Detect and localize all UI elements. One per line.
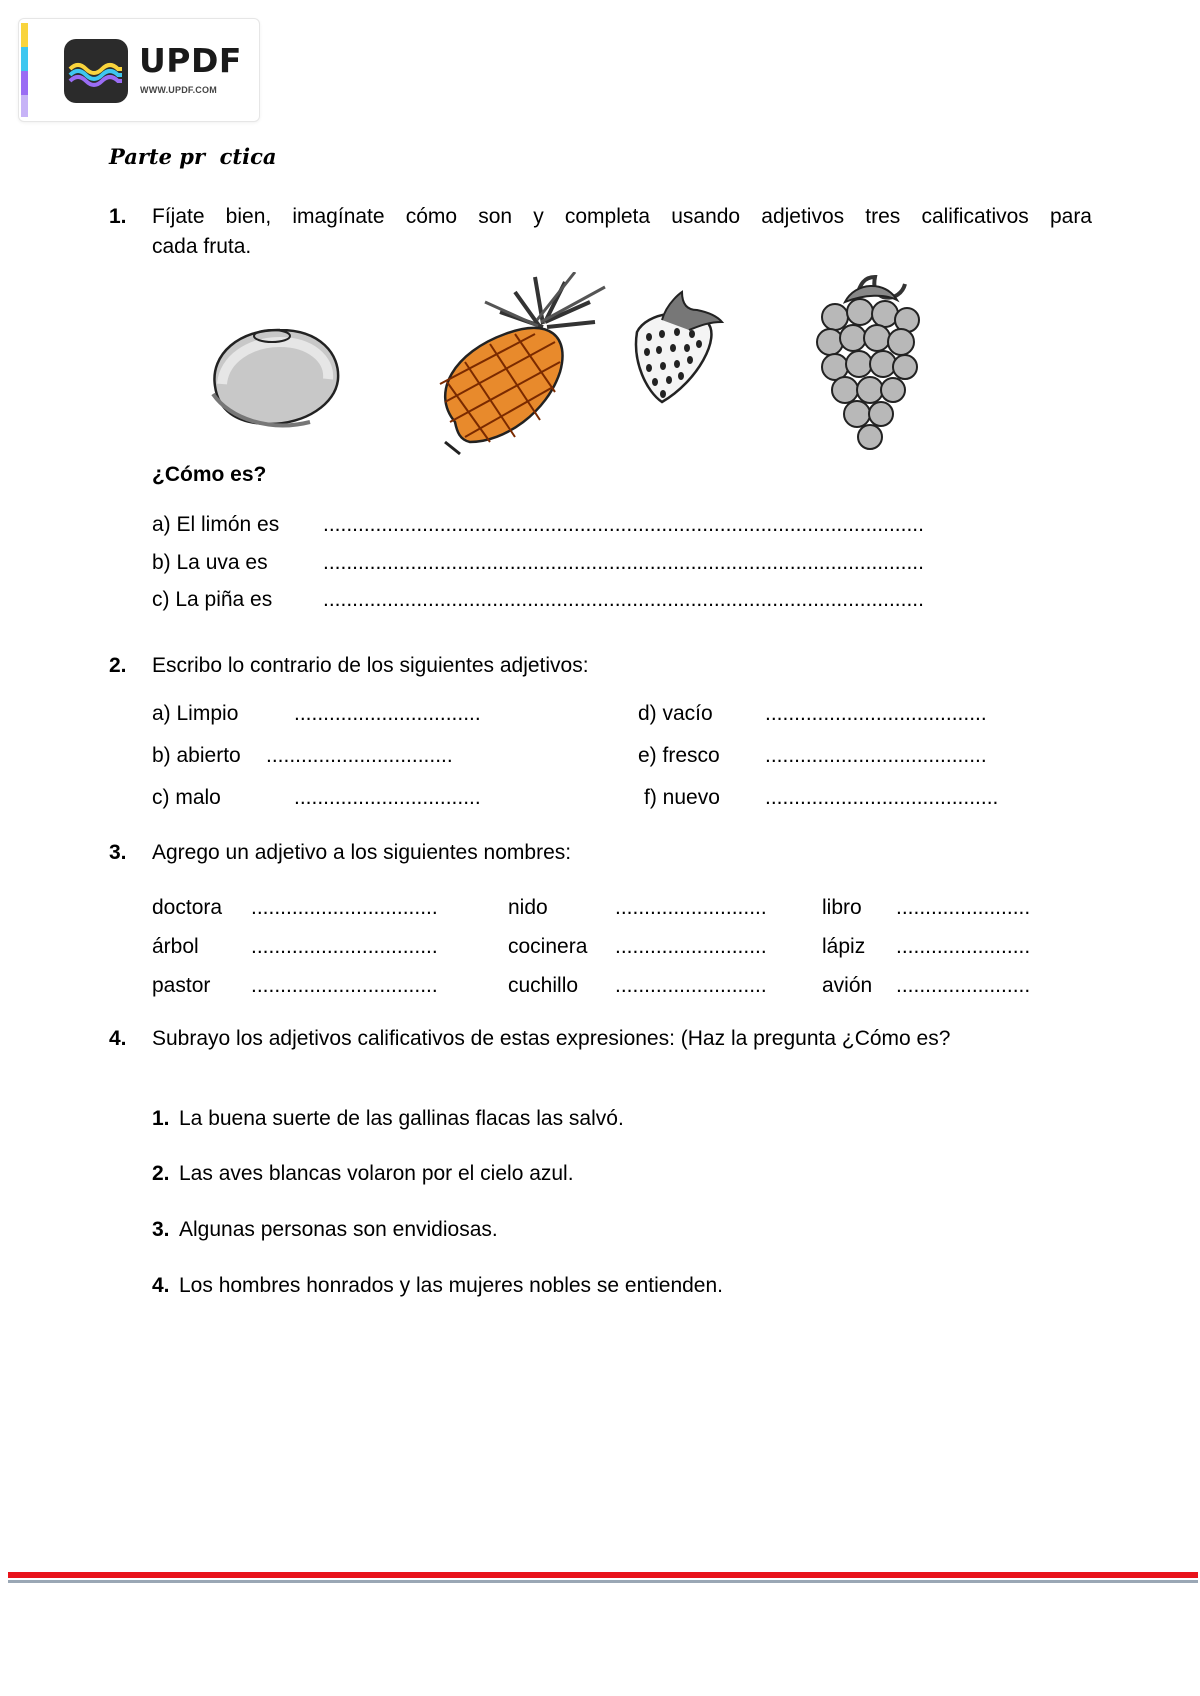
grapes-icon xyxy=(817,277,919,449)
q2-right-label: f) nuevo xyxy=(644,786,720,809)
page-title: Parte pr ctica xyxy=(109,144,277,169)
q3-number: 3. xyxy=(109,841,127,864)
q4-sentence-number: 4. xyxy=(152,1274,170,1297)
q2-left-label: b) abierto xyxy=(152,744,241,767)
q4-sentence-number: 3. xyxy=(152,1218,170,1241)
footer-shadow-line xyxy=(8,1580,1198,1583)
q1-prompt-line1: Fíjate bien, imagínate cómo son y completa usando adjetivos tres calificativos para xyxy=(152,205,1092,228)
q3-blank[interactable]: ................................ xyxy=(251,974,438,997)
q3-blank[interactable]: ................................ xyxy=(251,935,438,958)
logo-color-bar xyxy=(21,23,28,117)
q2-left-blank[interactable]: ................................ xyxy=(294,702,481,725)
q3-blank[interactable]: ................................ xyxy=(251,896,438,919)
q1-item-label: a) El limón es xyxy=(152,513,280,536)
q2-right-blank[interactable]: ...................................... xyxy=(765,744,987,767)
q2-right-label: d) vacío xyxy=(638,702,713,725)
q3-word: cuchillo xyxy=(508,974,579,997)
footer-red-line xyxy=(8,1572,1198,1578)
q4-prompt: Subrayo los adjetivos calificativos de estas expresiones: (Haz la pregunta ¿Cómo es? xyxy=(152,1027,951,1050)
q3-word: avión xyxy=(822,974,873,997)
q2-right-label: e) fresco xyxy=(638,744,720,767)
q1-subheading: ¿Cómo es? xyxy=(152,463,267,486)
fruit-illustrations xyxy=(195,272,995,458)
q4-sentence[interactable]: Algunas personas son envidiosas. xyxy=(179,1218,498,1241)
q3-blank[interactable]: .......................... xyxy=(615,935,767,958)
q2-right-blank[interactable]: ........................................ xyxy=(765,786,999,809)
q3-prompt: Agrego un adjetivo a los siguientes nombres: xyxy=(152,841,572,864)
strawberry-icon xyxy=(636,292,722,402)
q2-left-label: c) malo xyxy=(152,786,221,809)
q4-sentence-number: 1. xyxy=(152,1107,170,1130)
lemon-icon xyxy=(213,330,338,425)
q1-number: 1. xyxy=(109,205,127,228)
q3-word: cocinera xyxy=(508,935,588,958)
q2-prompt: Escribo lo contrario de los siguientes adjetivos: xyxy=(152,654,589,677)
q3-blank[interactable]: ....................... xyxy=(896,935,1031,958)
q4-sentence-number: 2. xyxy=(152,1162,170,1185)
q2-left-label: a) Limpio xyxy=(152,702,239,725)
updf-logo-icon xyxy=(64,39,128,103)
q2-left-blank[interactable]: ................................ xyxy=(266,744,453,767)
q3-word: pastor xyxy=(152,974,211,997)
q4-sentence[interactable]: Los hombres honrados y las mujeres nobles se entienden. xyxy=(179,1274,723,1297)
q1-item-label: b) La uva es xyxy=(152,551,268,574)
pineapple-icon xyxy=(440,272,605,454)
q3-word: doctora xyxy=(152,896,223,919)
q1-item-blank[interactable]: ....................................................................................................... xyxy=(323,588,924,611)
q1-item-blank[interactable]: ....................................................................................................... xyxy=(323,551,924,574)
q4-number: 4. xyxy=(109,1027,127,1050)
q3-word: libro xyxy=(822,896,862,919)
q2-right-blank[interactable]: ...................................... xyxy=(765,702,987,725)
q3-word: lápiz xyxy=(822,935,866,958)
q3-blank[interactable]: ....................... xyxy=(896,896,1031,919)
logo-wordmark: UPDF xyxy=(139,41,242,80)
q4-sentence[interactable]: La buena suerte de las gallinas flacas las salvó. xyxy=(179,1107,624,1130)
q2-left-blank[interactable]: ................................ xyxy=(294,786,481,809)
updf-logo xyxy=(18,18,260,122)
q3-blank[interactable]: .......................... xyxy=(615,896,767,919)
q1-prompt-line2: cada fruta. xyxy=(152,235,252,258)
q1-item-label: c) La piña es xyxy=(152,588,273,611)
q3-blank[interactable]: ....................... xyxy=(896,974,1031,997)
q3-word: nido xyxy=(508,896,548,919)
q4-sentence[interactable]: Las aves blancas volaron por el cielo azul. xyxy=(179,1162,574,1185)
q3-blank[interactable]: .......................... xyxy=(615,974,767,997)
logo-url: WWW.UPDF.COM xyxy=(140,85,217,95)
q3-word: árbol xyxy=(152,935,199,958)
q2-number: 2. xyxy=(109,654,127,677)
q1-item-blank[interactable]: ....................................................................................................... xyxy=(323,513,924,536)
